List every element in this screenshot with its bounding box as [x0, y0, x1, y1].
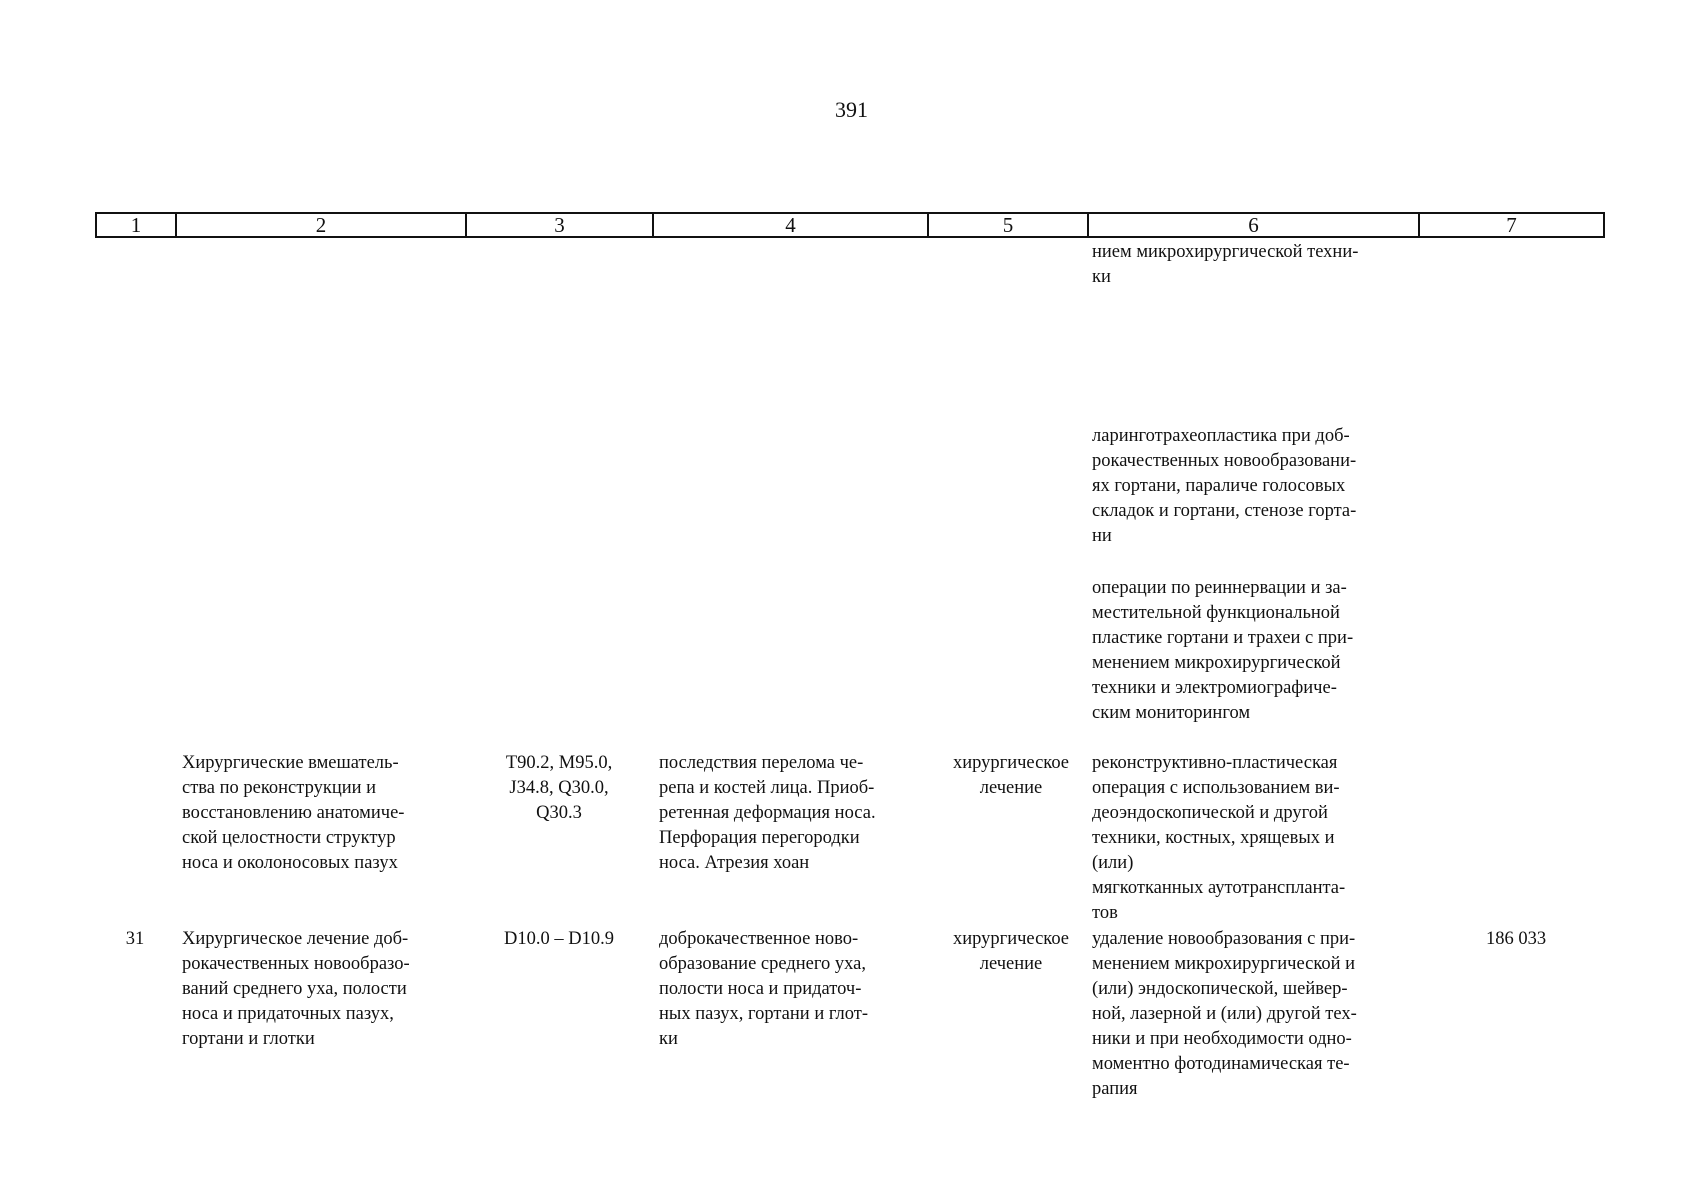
text-line: пластике гортани и трахеи с при-	[1092, 628, 1354, 648]
row-cost: 186 033	[1485, 929, 1547, 949]
text-line: гортани и глотки	[182, 1029, 315, 1049]
text-line: носа и придаточных пазух,	[182, 1004, 394, 1024]
row-codes	[484, 927, 634, 952]
column-header-row	[96, 213, 1604, 237]
text-line: деоэндоскопической и другой	[1092, 803, 1328, 823]
row-name	[182, 751, 464, 876]
text-line: Перфорация перегородки	[659, 828, 860, 848]
text-line: техники и электромиографиче-	[1092, 678, 1337, 698]
row-diagnosis	[659, 751, 924, 876]
text-line: ники и при необходимости одно-	[1092, 1029, 1352, 1049]
text-line: лечение	[979, 954, 1043, 974]
text-line: рапия	[1092, 1079, 1138, 1099]
continuation-method	[1092, 576, 1422, 726]
text-line: рокачественных новообразо-	[182, 954, 410, 974]
row-treatment	[938, 927, 1084, 977]
text-line: ретенная деформация носа.	[659, 803, 876, 823]
column-header-3: 3	[466, 213, 653, 237]
text-line: местительной функциональной	[1092, 603, 1340, 623]
text-line: нием микрохирургической техни-	[1092, 242, 1359, 262]
text-line: репа и костей лица. Приоб-	[659, 778, 875, 798]
text-line: удаление новообразования с при-	[1092, 929, 1356, 949]
text-line: тов	[1092, 903, 1118, 923]
text-line: моментно фотодинамическая те-	[1092, 1054, 1350, 1074]
text-line: ных пазух, гортани и глот-	[659, 1004, 868, 1024]
text-line: последствия перелома че-	[659, 753, 864, 773]
continuation-method	[1092, 424, 1422, 549]
text-line: рокачественных новообразовани-	[1092, 451, 1357, 471]
row-method	[1092, 927, 1422, 1102]
column-header-6: 6	[1088, 213, 1419, 237]
text-line: доброкачественное ново-	[659, 929, 859, 949]
text-line: хирургическое	[952, 753, 1070, 773]
text-line: J34.8, Q30.0,	[509, 778, 609, 798]
column-header-4: 4	[653, 213, 928, 237]
text-line: полости носа и придаточ-	[659, 979, 862, 999]
text-line: лечение	[979, 778, 1043, 798]
text-line: мягкотканных аутотранспланта-	[1092, 878, 1346, 898]
text-line: ях гортани, параличе голосовых	[1092, 476, 1346, 496]
text-line: восстановлению анатомиче-	[182, 803, 405, 823]
text-line: реконструктивно-пластическая	[1092, 753, 1338, 773]
text-line: техники, костных, хрящевых и	[1092, 828, 1335, 848]
row-number: 31	[125, 929, 145, 949]
text-line: операция с использованием ви-	[1092, 778, 1340, 798]
text-line: ки	[659, 1029, 678, 1049]
text-line: ни	[1092, 526, 1112, 546]
text-line: ларинготрахеопластика при доб-	[1092, 426, 1350, 446]
text-line: ваний среднего уха, полости	[182, 979, 407, 999]
text-line: складок и гортани, стенозе горта-	[1092, 501, 1357, 521]
column-header-5: 5	[928, 213, 1088, 237]
text-line: хирургическое	[952, 929, 1070, 949]
text-line: носа и околоносовых пазух	[182, 853, 398, 873]
text-line: ства по реконструкции и	[182, 778, 377, 798]
continuation-method	[1092, 240, 1422, 290]
row-treatment	[938, 751, 1084, 801]
text-line: ским мониторингом	[1092, 703, 1251, 723]
row-diagnosis	[659, 927, 924, 1052]
text-line: ной, лазерной и (или) другой тех-	[1092, 1004, 1357, 1024]
text-line: (или)	[1092, 853, 1134, 873]
row-name	[182, 927, 464, 1052]
text-line: Хирургическое лечение доб-	[182, 929, 409, 949]
text-line: носа. Атрезия хоан	[659, 853, 810, 873]
text-line: T90.2, M95.0,	[505, 753, 613, 773]
text-line: Хирургические вмешатель-	[182, 753, 399, 773]
column-header-7: 7	[1419, 213, 1604, 237]
text-line: операции по реиннервации и за-	[1092, 578, 1347, 598]
text-line: (или) эндоскопической, шейвер-	[1092, 979, 1348, 999]
column-header-1: 1	[96, 213, 176, 237]
text-line: образование среднего уха,	[659, 954, 866, 974]
text-line: менением микрохирургической	[1092, 653, 1341, 673]
text-line: ской целостности структур	[182, 828, 396, 848]
column-header-table	[95, 212, 1605, 238]
text-line: Q30.3	[536, 803, 582, 823]
text-line: ки	[1092, 267, 1111, 287]
column-header-2: 2	[176, 213, 466, 237]
row-codes	[484, 751, 634, 826]
page-number: 391	[835, 97, 868, 122]
text-line: менением микрохирургической и	[1092, 954, 1356, 974]
text-line: D10.0 – D10.9	[504, 929, 614, 949]
row-method	[1092, 751, 1422, 926]
